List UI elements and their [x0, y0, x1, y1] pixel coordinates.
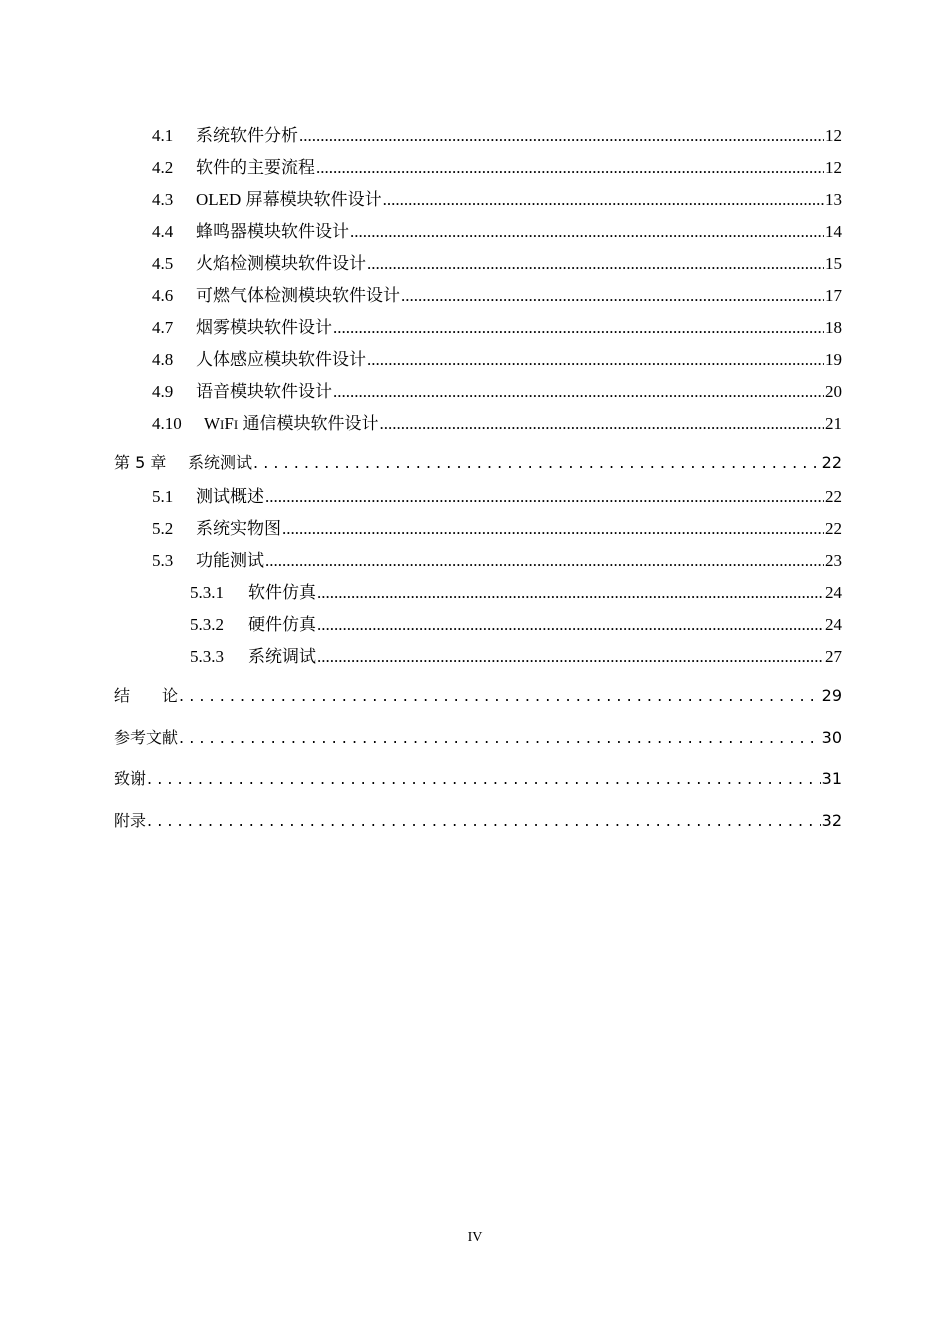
toc-page-number: 15	[825, 254, 842, 273]
toc-leader	[317, 615, 824, 635]
toc-title: 可燃气体检测模块软件设计	[196, 286, 400, 305]
toc-number: 4.5	[152, 254, 174, 273]
toc-leader	[401, 286, 824, 306]
toc-title: 测试概述	[196, 487, 264, 506]
toc-leader	[367, 350, 824, 370]
toc-entry-4-4[interactable]	[152, 217, 842, 242]
toc-title: 火焰检测模块软件设计	[196, 254, 366, 273]
toc-leader	[147, 769, 821, 788]
toc-number: 5.3.1	[190, 583, 224, 602]
toc-number: 5.3.3	[190, 647, 224, 666]
toc-entry-4-10[interactable]	[152, 409, 842, 434]
toc-title: 结 论	[114, 686, 179, 705]
toc-entry-5-3[interactable]	[152, 546, 842, 571]
toc-number: 4.2	[152, 158, 174, 177]
toc-page-number: 22	[825, 487, 842, 506]
toc-entry-4-8[interactable]	[152, 345, 842, 370]
toc-page-number: 13	[825, 190, 842, 209]
toc-page-number: 14	[825, 222, 842, 241]
toc-entry-4-9[interactable]	[152, 377, 842, 402]
toc-leader	[282, 519, 824, 539]
toc-entry-5-3-3[interactable]	[190, 642, 842, 667]
toc-title-part: 通信模块软件设计	[238, 414, 379, 433]
toc-number: 5.3.2	[190, 615, 224, 634]
toc-title: 人体感应模块软件设计	[196, 350, 366, 369]
toc-leader	[350, 222, 824, 242]
toc-page-number: 23	[825, 551, 842, 570]
toc-leader	[333, 382, 824, 402]
toc-number: 5.2	[152, 519, 174, 538]
toc-title: 功能测试	[196, 551, 264, 570]
toc-entry-5-3-1[interactable]	[190, 578, 842, 603]
toc-entry-appendix[interactable]	[114, 808, 842, 831]
toc-number: 4.8	[152, 350, 174, 369]
toc-title: 致谢	[114, 769, 147, 788]
toc-leader	[265, 487, 824, 507]
toc-title-part: I	[233, 417, 239, 432]
toc-leader	[265, 551, 824, 571]
toc-number: 4.9	[152, 382, 174, 401]
toc-leader	[147, 811, 821, 830]
toc-title-part: W	[204, 414, 221, 433]
toc-leader	[367, 254, 824, 274]
toc-entry-4-2[interactable]	[152, 153, 842, 178]
toc-leader	[383, 190, 824, 210]
toc-title: 软件的主要流程	[196, 158, 315, 177]
toc-leader	[316, 158, 824, 178]
toc-leader	[179, 728, 821, 747]
toc-entry-5-1[interactable]	[152, 482, 842, 507]
toc-number: 第 5 章	[114, 453, 167, 472]
toc-title-part: I	[220, 417, 225, 432]
toc-title: OLED 屏幕模块软件设计	[196, 190, 382, 209]
toc-page-number: 22	[825, 519, 842, 538]
toc-number: 5.1	[152, 487, 174, 506]
toc-page-number: 12	[825, 158, 842, 177]
toc-leader	[253, 453, 821, 472]
toc-page-number: 22	[821, 453, 842, 472]
toc-number: 4.4	[152, 222, 174, 241]
toc-title	[204, 409, 378, 434]
toc-page-number: 20	[825, 382, 842, 401]
toc-page-number: 32	[821, 811, 842, 830]
toc-page-number: 17	[825, 286, 842, 305]
toc-page-number: 18	[825, 318, 842, 337]
toc-page-number: 12	[825, 126, 842, 145]
toc-leader	[317, 647, 824, 667]
toc-entry-4-6[interactable]	[152, 281, 842, 306]
toc-entry-conclusion[interactable]	[114, 683, 842, 706]
toc-entry-5-3-2[interactable]	[190, 610, 842, 635]
toc-title-part: F	[224, 414, 234, 433]
toc-title: 系统实物图	[196, 519, 281, 538]
toc-entry-4-1[interactable]	[152, 121, 842, 146]
toc-page-number: 24	[825, 583, 842, 602]
toc-leader	[379, 414, 824, 434]
toc-title: 附录	[114, 811, 147, 830]
toc-title: 蜂鸣器模块软件设计	[196, 222, 349, 241]
toc-entry-4-7[interactable]	[152, 313, 842, 338]
toc-number: 5.3	[152, 551, 174, 570]
toc-title: 系统软件分析	[196, 126, 298, 145]
toc-title: 烟雾模块软件设计	[196, 318, 332, 337]
toc-page-number: 27	[825, 647, 842, 666]
toc-page-number: 21	[825, 414, 842, 433]
toc-leader	[179, 686, 821, 705]
toc-title: 参考文献	[114, 728, 179, 747]
toc-page-number: 31	[821, 769, 842, 788]
toc-page-number: 30	[821, 728, 842, 747]
toc-number: 4.7	[152, 318, 174, 337]
toc-entry-4-5[interactable]	[152, 249, 842, 274]
toc-leader	[299, 126, 824, 146]
toc-entry-4-3[interactable]	[152, 185, 842, 210]
toc-entry-chapter-5[interactable]	[114, 450, 842, 473]
toc-page-number: 24	[825, 615, 842, 634]
toc-leader	[317, 583, 824, 603]
toc-entry-5-2[interactable]	[152, 514, 842, 539]
toc-entry-acknowledgements[interactable]	[114, 766, 842, 789]
toc-page-number: 29	[821, 686, 842, 705]
toc-page-number: 19	[825, 350, 842, 369]
toc-title: 硬件仿真	[248, 615, 316, 634]
toc-title: 软件仿真	[248, 583, 316, 602]
toc-entry-references[interactable]	[114, 725, 842, 748]
page-footer-number: IV	[467, 1230, 483, 1245]
toc-leader	[333, 318, 824, 338]
toc-title: 系统调试	[248, 647, 316, 666]
toc-title: 语音模块软件设计	[196, 382, 332, 401]
toc-number: 4.3	[152, 190, 174, 209]
toc-number: 4.1	[152, 126, 174, 145]
toc-title: 系统测试	[188, 453, 253, 472]
toc-number: 4.10	[152, 414, 182, 433]
toc-number: 4.6	[152, 286, 174, 305]
